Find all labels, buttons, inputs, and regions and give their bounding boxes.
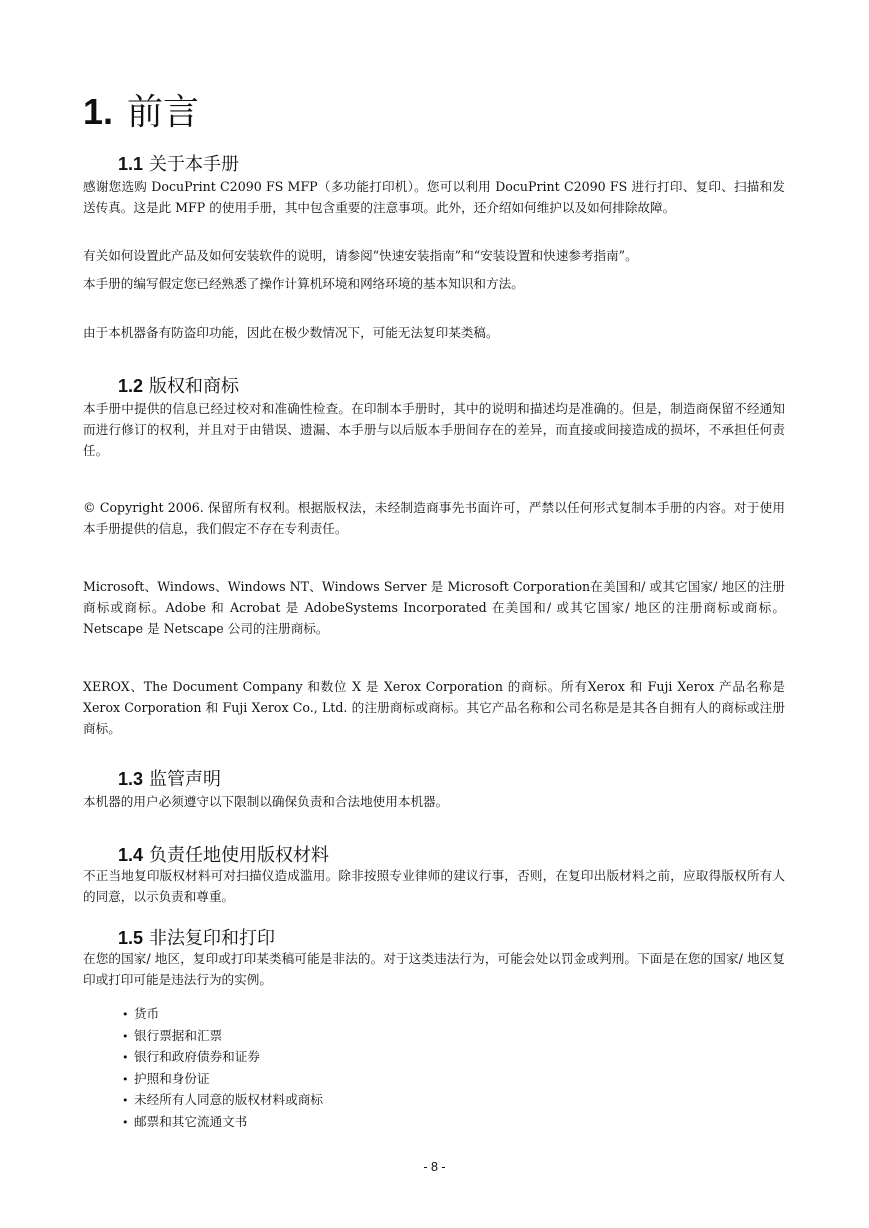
list-item [122, 1069, 323, 1091]
bullet: • [122, 1115, 129, 1129]
section-title: 关于本手册 [149, 154, 240, 175]
paragraph: 感谢您选购 DocuPrint C2090 FS MFP（多功能打印机）。您可以利用 DocuPrint C2090 FS 进行打印、复印、扫描和发送传真。这是此 MFP 的使用手册，其中包含重要的注意事项。此外，还介绍如何维护以及如何排除故障。 [83, 179, 785, 215]
chapter-title-text: 前言 [127, 92, 200, 133]
trademark-paragraph: XEROX、The Document Company 和数位 X 是 Xerox Corporation 的商标。所有Xerox 和 Fuji Xerox 产品名称是 Xerox Corporation 和 Fuji Xerox Co., Ltd. 的注册商标或商标。其它产品名称和公司名称是是其各自拥有人的商标或注册商标。 [83, 679, 785, 736]
list-item-text: 银行票据和汇票 [134, 1027, 223, 1043]
page-number: - 8 - [423, 1160, 446, 1174]
chapter-title [83, 84, 199, 135]
section-number: 1.2 [118, 376, 144, 396]
bullet: • [122, 1072, 129, 1086]
paragraph: 在您的国家/ 地区，复印或打印某类稿可能是非法的。对于这类违法行为，可能会处以罚金或判刑。下面是在您的国家/ 地区复印或打印可能是违法行为的实例。 [83, 951, 785, 987]
section-heading-1-5 [118, 924, 275, 950]
bullet: • [122, 1029, 129, 1043]
list-item-text: 护照和身份证 [134, 1070, 210, 1086]
paragraph: 由于本机器备有防盗印功能，因此在极少数情况下，可能无法复印某类稿。 [83, 325, 499, 340]
list-item-text: 未经所有人同意的版权材料或商标 [134, 1092, 323, 1108]
bullet: • [122, 1094, 129, 1108]
section-heading-1-3 [118, 765, 221, 791]
list-item-text: 邮票和其它流通文书 [134, 1113, 248, 1129]
section-title: 负责任地使用版权材料 [149, 845, 330, 866]
list-item-text: 银行和政府债券和证券 [134, 1049, 260, 1065]
paragraph: 有关如何设置此产品及如何安装软件的说明，请参阅“快速安装指南”和“安装设置和快速参考指南”。 [83, 248, 638, 263]
section-number: 1.3 [118, 769, 144, 789]
section-number: 1.5 [118, 928, 144, 948]
list-item [122, 1047, 323, 1069]
trademark-paragraph: Microsoft、Windows、Windows NT、Windows Server 是 Microsoft Corporation在美国和/ 或其它国家/ 地区的注册商标或商标。Adobe 和 Acrobat 是 AdobeSystems Incorporated 在美国和/ 或其它国家/ 地区的注册商标或商标。Netscape 是 Netscape 公司的注册商标。 [83, 579, 785, 636]
paragraph: 本手册中提供的信息已经过校对和准确性检查。在印制本手册时，其中的说明和描述均是准确的。但是，制造商保留不经通知而进行修订的权利，并且对于由错误、遗漏、本手册与以后版本手册间存在的差异，而直接或间接造成的损坏，不承担任何责任。 [83, 401, 785, 458]
bullet: • [122, 1008, 129, 1021]
section-number: 1.4 [118, 845, 144, 865]
bullet: • [122, 1051, 129, 1065]
section-title: 非法复印和打印 [149, 928, 276, 949]
list-item [122, 1004, 323, 1026]
paragraph: 本机器的用户必须遵守以下限制以确保负责和合法地使用本机器。 [83, 794, 449, 809]
list-item [122, 1112, 323, 1134]
paragraph: 本手册的编写假定您已经熟悉了操作计算机环境和网络环境的基本知识和方法。 [83, 276, 524, 291]
section-heading-1-2 [118, 372, 239, 398]
list-item [122, 1026, 323, 1048]
section-heading-1-4 [118, 841, 329, 867]
chapter-number: 1. [83, 91, 114, 132]
copyright-paragraph: © Copyright 2006. 保留所有权利。根据版权法，未经制造商事先书面许可，严禁以任何形式复制本手册的内容。对于使用本手册提供的信息，我们假定不存在专利责任。 [83, 500, 785, 536]
list-item [122, 1090, 323, 1112]
section-heading-1-1 [118, 150, 239, 176]
list-item-text: 货币 [134, 1006, 160, 1021]
section-title: 监管声明 [149, 769, 222, 790]
paragraph: 不正当地复印版权材料可对扫描仪造成滥用。除非按照专业律师的建议行事，否则，在复印出版材料之前，应取得版权所有人的同意，以示负责和尊重。 [83, 868, 785, 904]
section-title: 版权和商标 [149, 376, 240, 397]
section-number: 1.1 [118, 154, 144, 174]
illegal-items-list [122, 1004, 323, 1134]
